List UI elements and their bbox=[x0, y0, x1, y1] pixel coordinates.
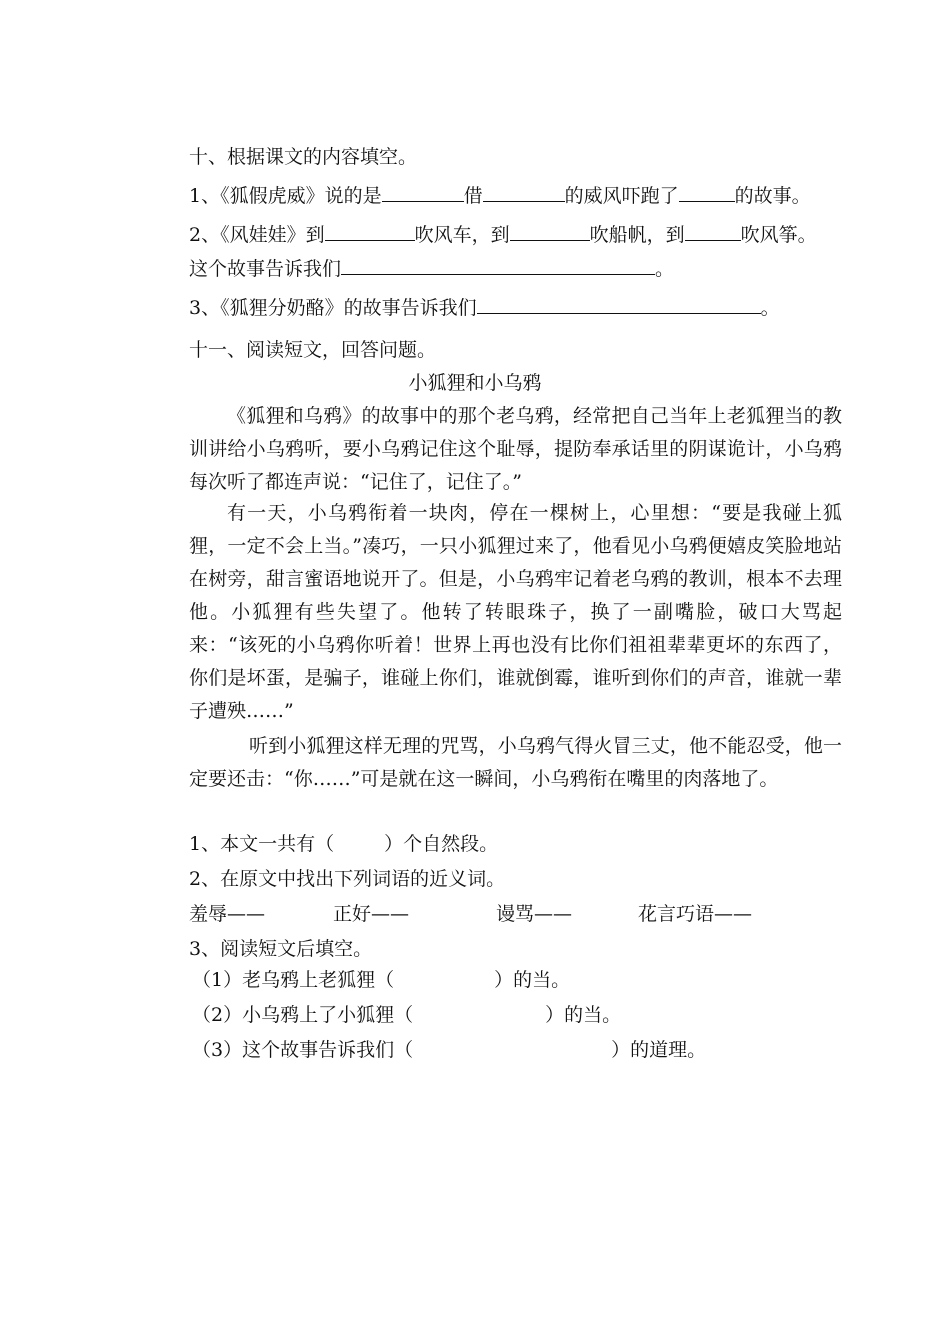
q10-2-text-a: 2、《风娃娃》到 bbox=[189, 224, 325, 246]
fill-blank[interactable] bbox=[679, 183, 735, 202]
question-11-3-1 bbox=[192, 967, 570, 993]
q11-3-1-text-b: ）的当。 bbox=[494, 969, 571, 991]
fill-blank[interactable] bbox=[685, 222, 741, 241]
story-paragraph-3: 听到小狐狸这样无理的咒骂，小乌鸦气得火冒三丈，他不能忍受，他一定要还击：“你……”可是就在这一瞬间，小乌鸦衔在嘴里的肉落地了。 bbox=[189, 735, 842, 790]
question-11-1 bbox=[189, 831, 498, 857]
q10-2-text-d: 吹风筝。 bbox=[740, 224, 817, 246]
question-11-3-2 bbox=[192, 1002, 621, 1028]
q10-3-text-a: 3、《狐狸分奶酪》的故事告诉我们 bbox=[189, 297, 477, 319]
q11-3-3-text-b: ）的道理。 bbox=[611, 1039, 707, 1061]
q11-1-text-b: ）个自然段。 bbox=[384, 833, 499, 855]
question-10-1 bbox=[189, 183, 811, 209]
question-10-2 bbox=[189, 222, 817, 248]
synonym-word-4: 花言巧语—— bbox=[638, 903, 753, 925]
q10-2-text-e: 这个故事告诉我们 bbox=[189, 258, 342, 280]
section-10-heading: 十、根据课文的内容填空。 bbox=[189, 146, 418, 168]
q11-3-2-text-a: （2）小乌鸦上了小狐狸（ bbox=[192, 1004, 414, 1026]
story-title: 小狐狸和小乌鸦 bbox=[408, 372, 542, 394]
q10-1-text-b: 借 bbox=[463, 185, 483, 207]
q11-3-3-text-a: （3）这个故事告诉我们（ bbox=[192, 1039, 414, 1061]
section-11-heading: 十一、阅读短文，回答问题。 bbox=[189, 339, 437, 361]
q10-3-text-b: 。 bbox=[760, 297, 780, 319]
q10-1-text-d: 的故事。 bbox=[734, 185, 811, 207]
question-11-2: 2、在原文中找出下列词语的近义词。 bbox=[189, 868, 506, 890]
q10-1-text-a: 1、《狐假虎威》说的是 bbox=[189, 185, 382, 207]
q11-3-1-text-a: （1）老乌鸦上老狐狸（ bbox=[192, 969, 395, 991]
q11-3-2-text-b: ）的当。 bbox=[545, 1004, 622, 1026]
story-paragraph-2: 有一天，小乌鸦衔着一块肉，停在一棵树上，心里想：“要是我碰上狐狸，一定不会上当。”凑巧，一只小狐狸过来了，他看见小乌鸦便嬉皮笑脸地站在树旁，甜言蜜语地说开了。但是，小乌鸦牢记着老乌鸦的教训，根本不去理他。小狐狸有些失望了。他转了转眼珠子，换了一副嘴脸，破口大骂起来：“该死的小乌鸦你听着！世界上再也没有比你们祖祖辈辈更坏的东西了，你们是坏蛋，是骗子，谁碰上你们，谁就倒霉，谁听到你们的声音，谁就一辈子遭殃……” bbox=[189, 502, 842, 722]
q10-2-text-c: 吹船帆，到 bbox=[589, 224, 685, 246]
fill-blank[interactable] bbox=[382, 183, 464, 202]
fill-blank[interactable] bbox=[510, 222, 590, 241]
q10-1-text-c: 的威风吓跑了 bbox=[564, 185, 679, 207]
synonym-word-1: 羞辱—— bbox=[189, 903, 266, 925]
question-10-3 bbox=[189, 295, 780, 321]
fill-blank[interactable] bbox=[483, 183, 565, 202]
q10-2-text-f: 。 bbox=[655, 258, 675, 280]
question-10-2-continued bbox=[189, 256, 674, 282]
fill-blank[interactable] bbox=[477, 295, 761, 314]
q11-1-text-a: 1、本文一共有（ bbox=[189, 833, 335, 855]
fill-blank[interactable] bbox=[325, 222, 415, 241]
question-11-3-3 bbox=[192, 1037, 706, 1063]
synonym-word-3: 谩骂—— bbox=[496, 903, 573, 925]
synonym-word-2: 正好—— bbox=[333, 903, 410, 925]
q10-2-text-b: 吹风车，到 bbox=[414, 224, 510, 246]
question-11-3: 3、阅读短文后填空。 bbox=[189, 938, 373, 960]
fill-blank[interactable] bbox=[341, 256, 655, 275]
story-paragraph-1: 《狐狸和乌鸦》的故事中的那个老乌鸦，经常把自己当年上老狐狸当的教训讲给小乌鸦听，要小乌鸦记住这个耻辱，提防奉承话里的阴谋诡计，小乌鸦每次听了都连声说：“记住了，记住了。” bbox=[189, 405, 842, 493]
